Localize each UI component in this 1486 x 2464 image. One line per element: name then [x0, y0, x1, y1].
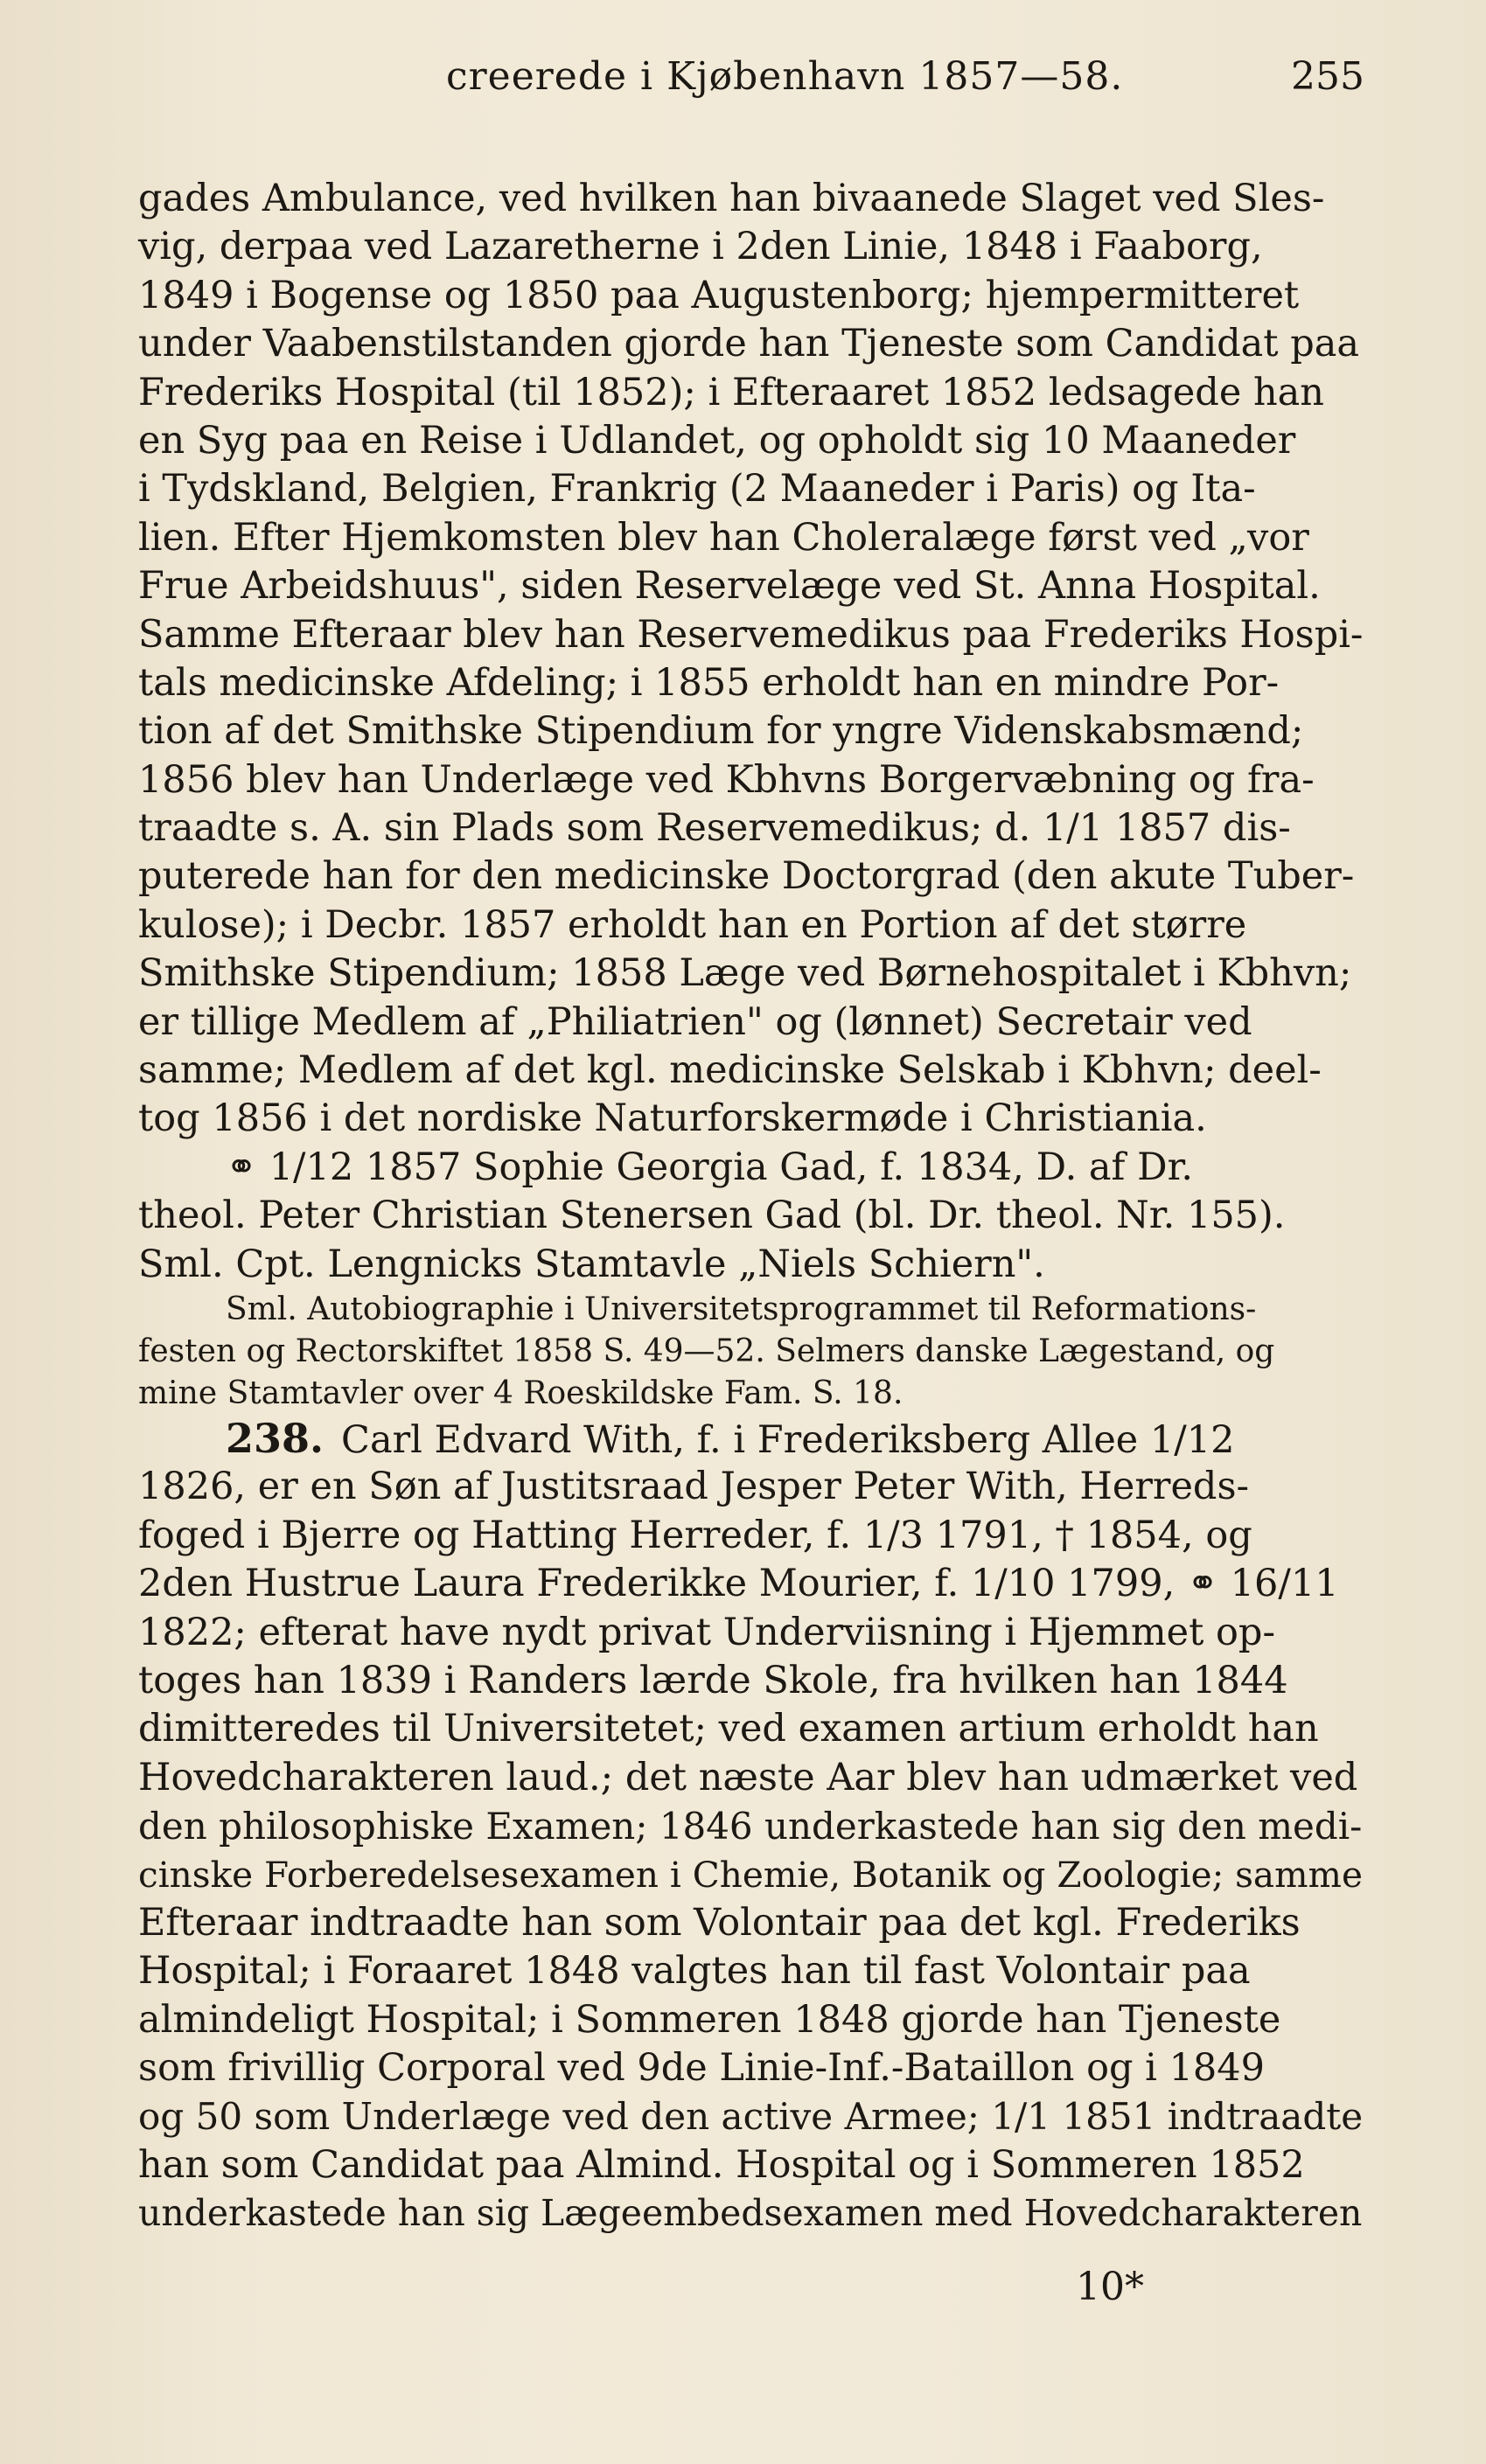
entry-line: som frivillig Corporal ved 9de Linie-Inf.-Bataillon og i 1849: [138, 2046, 1266, 2091]
references-paragraph: [138, 1289, 1363, 1415]
text-line: er tillige Medlem af „Philiatrien" og (lønnet) Secretair ved: [138, 999, 1252, 1044]
text-line: samme; Medlem af det kgl. medicinske Selskab i Kbhvn; deel-: [138, 1048, 1322, 1093]
text-line: 1849 i Bogense og 1850 paa Augustenborg; hjempermitteret: [138, 273, 1300, 317]
text-line: lien. Efter Hjemkomsten blev han Choleralæge først ved „vor: [138, 515, 1309, 560]
page-number: 255: [1291, 54, 1364, 99]
reference-line: mine Stamtavler over 4 Roeskildske Fam. S. 18.: [138, 1375, 903, 1411]
text-line: tals medicinske Afdeling; i 1855 erholdt han en mindre Por-: [138, 660, 1280, 705]
entry-line: 2den Hustrue Laura Frederikke Mourier, f. 1/10 1799, ⚭ 16/11: [138, 1562, 1339, 1606]
running-head: creerede i Kjøbenhavn 1857—58.: [446, 54, 1124, 99]
entry-line: almindeligt Hospital; i Sommeren 1848 gjorde han Tjeneste: [138, 1997, 1281, 2042]
entry-first-line-text: Carl Edvard With, f. i Frederiksberg Allee 1/12: [341, 1417, 1235, 1462]
body-text: [138, 175, 1363, 2238]
entry-line: 1826, er en Søn af Justitsraad Jesper Peter With, Herreds-: [138, 1465, 1250, 1509]
entry-line: 1822; efterat have nydt privat Underviisning i Hjemmet op-: [138, 1610, 1275, 1654]
signature-mark: 10*: [1076, 2265, 1144, 2309]
text-line: 1856 blev han Underlæge ved Kbhvns Borgervæbning og fra-: [138, 757, 1315, 802]
text-line: tog 1856 i det nordiske Naturforskermøde i Christiania.: [138, 1096, 1207, 1141]
marriage-paragraph: [138, 1144, 1363, 1289]
entry-first-line: [138, 1415, 1363, 1463]
entry-line: Efteraar indtraadte han som Volontair paa det kgl. Frederiks: [138, 1900, 1301, 1945]
text-line: Frederiks Hospital (til 1852); i Efteraaret 1852 ledsagede han: [138, 370, 1324, 414]
text-line: vig, derpaa ved Lazaretherne i 2den Linie, 1848 i Faaborg,: [138, 225, 1263, 269]
entry-line: toges han 1839 i Randers lærde Skole, fra hvilken han 1844: [138, 1658, 1288, 1702]
text-line: tion af det Smithske Stipendium for yngre Videnskabsmænd;: [138, 709, 1304, 754]
marriage-line: theol. Peter Christian Stenersen Gad (bl. Dr. theol. Nr. 155).: [138, 1194, 1286, 1238]
entry-line: han som Candidat paa Almind. Hospital og i Sommeren 1852: [138, 2142, 1305, 2187]
entry-line: cinske Forberedelsesexamen i Chemie, Botanik og Zoologie; samme: [138, 1853, 1363, 1896]
marriage-line: ⚭ 1/12 1857 Sophie Georgia Gad, f. 1834, D. af Dr.: [226, 1145, 1194, 1189]
text-line: Samme Efteraar blev han Reservemedikus paa Frederiks Hospi-: [138, 612, 1364, 657]
reference-line: festen og Rectorskiftet 1858 S. 49—52. Selmers danske Lægestand, og: [138, 1333, 1275, 1369]
entry-238: [138, 1415, 1363, 2238]
entry-line: underkastede han sig Lægeembedsexamen med Hovedcharakteren: [138, 2192, 1363, 2235]
text-line: en Syg paa en Reise i Udlandet, og opholdt sig 10 Maaneder: [138, 418, 1296, 463]
text-line: gades Ambulance, ved hvilken han bivaanede Slaget ved Sles-: [138, 177, 1325, 220]
entry-line: dimitteredes til Universitetet; ved examen artium erholdt han: [138, 1707, 1319, 1751]
text-line: kulose); i Decbr. 1857 erholdt han en Portion af det større: [138, 902, 1247, 947]
entry-line: og 50 som Underlæge ved den active Armee; 1/1 1851 indtraadte: [138, 2095, 1364, 2139]
text-line: puterede han for den medicinske Doctorgrad (den akute Tuber-: [138, 854, 1355, 899]
entry-number: 238.: [226, 1414, 324, 1462]
text-line: traadte s. A. sin Plads som Reservemedikus; d. 1/1 1857 dis-: [138, 806, 1291, 851]
text-line: Smithske Stipendium; 1858 Læge ved Børnehospitalet i Kbhvn;: [138, 951, 1352, 996]
marriage-line: Sml. Cpt. Lengnicks Stamtavle „Niels Schiern".: [138, 1242, 1045, 1286]
entry-line: Hovedcharakteren laud.; det næste Aar blev han udmærket ved: [138, 1755, 1358, 1799]
reference-line: Sml. Autobiographie i Universitetsprogrammet til Reformations-: [226, 1291, 1257, 1327]
paragraph-continuation: [138, 175, 1363, 1144]
text-line: under Vaabenstilstanden gjorde han Tjeneste som Candidat paa: [138, 322, 1360, 366]
entry-line: foged i Bjerre og Hatting Herreder, f. 1/3 1791, † 1854, og: [138, 1513, 1252, 1557]
entry-line: Hospital; i Foraaret 1848 valgtes han til fast Volontair paa: [138, 1949, 1251, 1994]
page-header: [140, 54, 1364, 107]
text-line: Frue Arbeidshuus", siden Reservelæge ved St. Anna Hospital.: [138, 564, 1321, 609]
text-line: i Tydskland, Belgien, Frankrig (2 Maaneder i Paris) og Ita-: [138, 467, 1256, 512]
entry-line: den philosophiske Examen; 1846 underkastede han sig den medi-: [138, 1805, 1363, 1848]
